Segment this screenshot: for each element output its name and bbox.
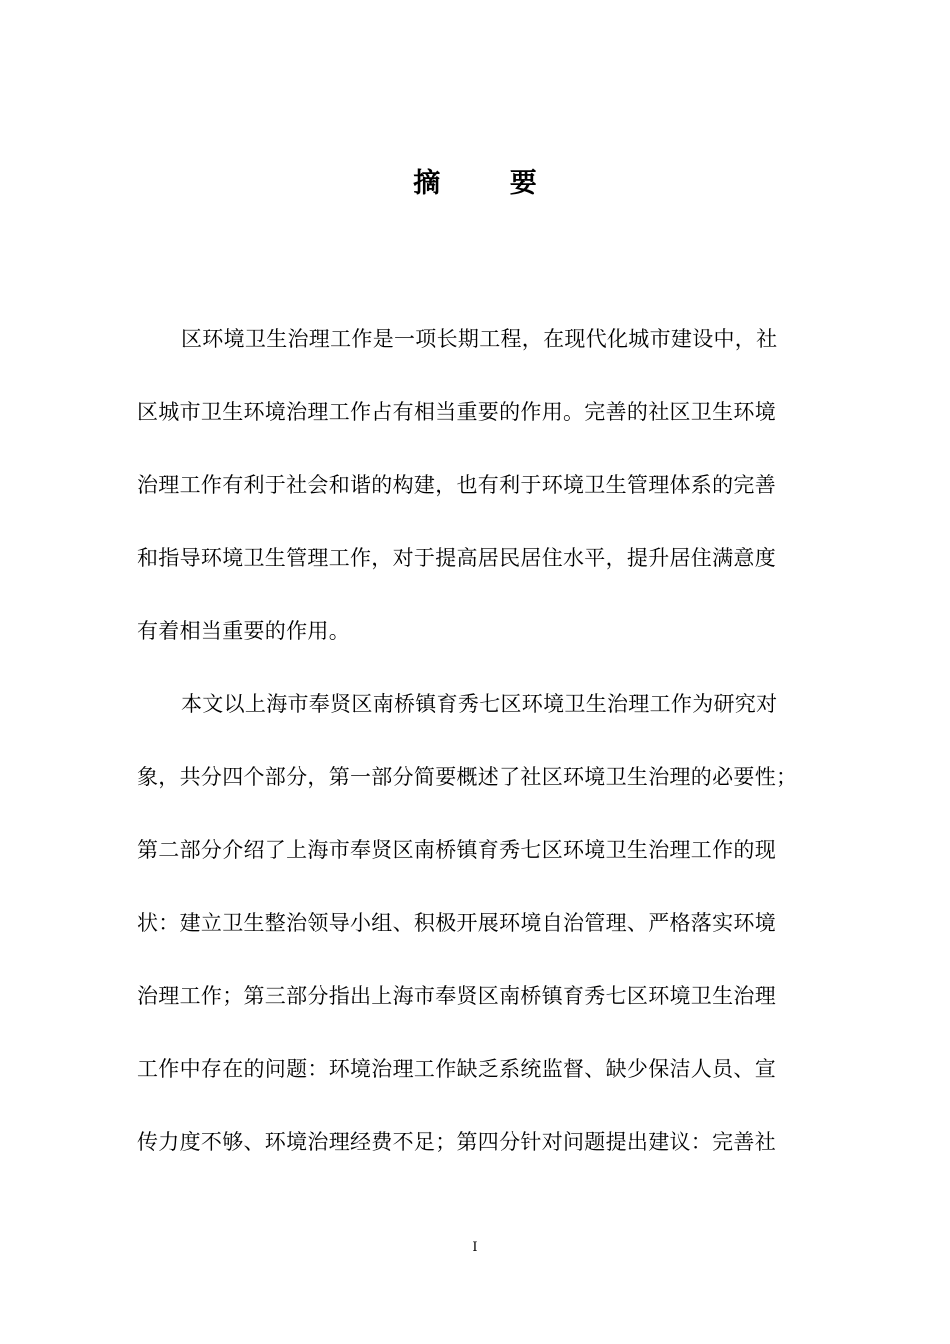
paragraph-line: 区环境卫生治理工作是一项长期工程，在现代化城市建设中，社 [181, 327, 778, 351]
paragraph-line: 状：建立卫生整治领导小组、积极开展环境自治管理、严格落实环境 [137, 911, 776, 935]
paragraph-line: 有着相当重要的作用。 [137, 619, 350, 643]
paragraph-line: 第二部分介绍了上海市奉贤区南桥镇育秀七区环境卫生治理工作的现 [137, 838, 776, 862]
abstract-body [137, 313, 813, 1189]
paragraph-line: 工作中存在的问题：环境治理工作缺乏系统监督、缺少保洁人员、宣 [137, 1057, 776, 1081]
paragraph-line: 传力度不够、环境治理经费不足；第四分针对问题提出建议：完善社 [137, 1130, 776, 1154]
paragraph-1 [137, 313, 813, 678]
page-number: I [472, 1240, 478, 1255]
abstract-title: 摘 要 [413, 168, 567, 199]
paragraph-line: 本文以上海市奉贤区南桥镇育秀七区环境卫生治理工作为研究对 [181, 692, 778, 716]
paragraph-line: 区城市卫生环境治理工作占有相当重要的作用。完善的社区卫生环境 [137, 400, 776, 424]
paragraph-line: 治理工作；第三部分指出上海市奉贤区南桥镇育秀七区环境卫生治理 [137, 984, 776, 1008]
paragraph-line: 象，共分四个部分，第一部分简要概述了社区环境卫生治理的必要性； [137, 765, 798, 789]
paragraph-line: 和指导环境卫生管理工作，对于提高居民居住水平，提升居住满意度 [137, 546, 776, 570]
paragraph-2 [137, 678, 813, 1189]
paragraph-line: 治理工作有利于社会和谐的构建，也有利于环境卫生管理体系的完善 [137, 473, 776, 497]
